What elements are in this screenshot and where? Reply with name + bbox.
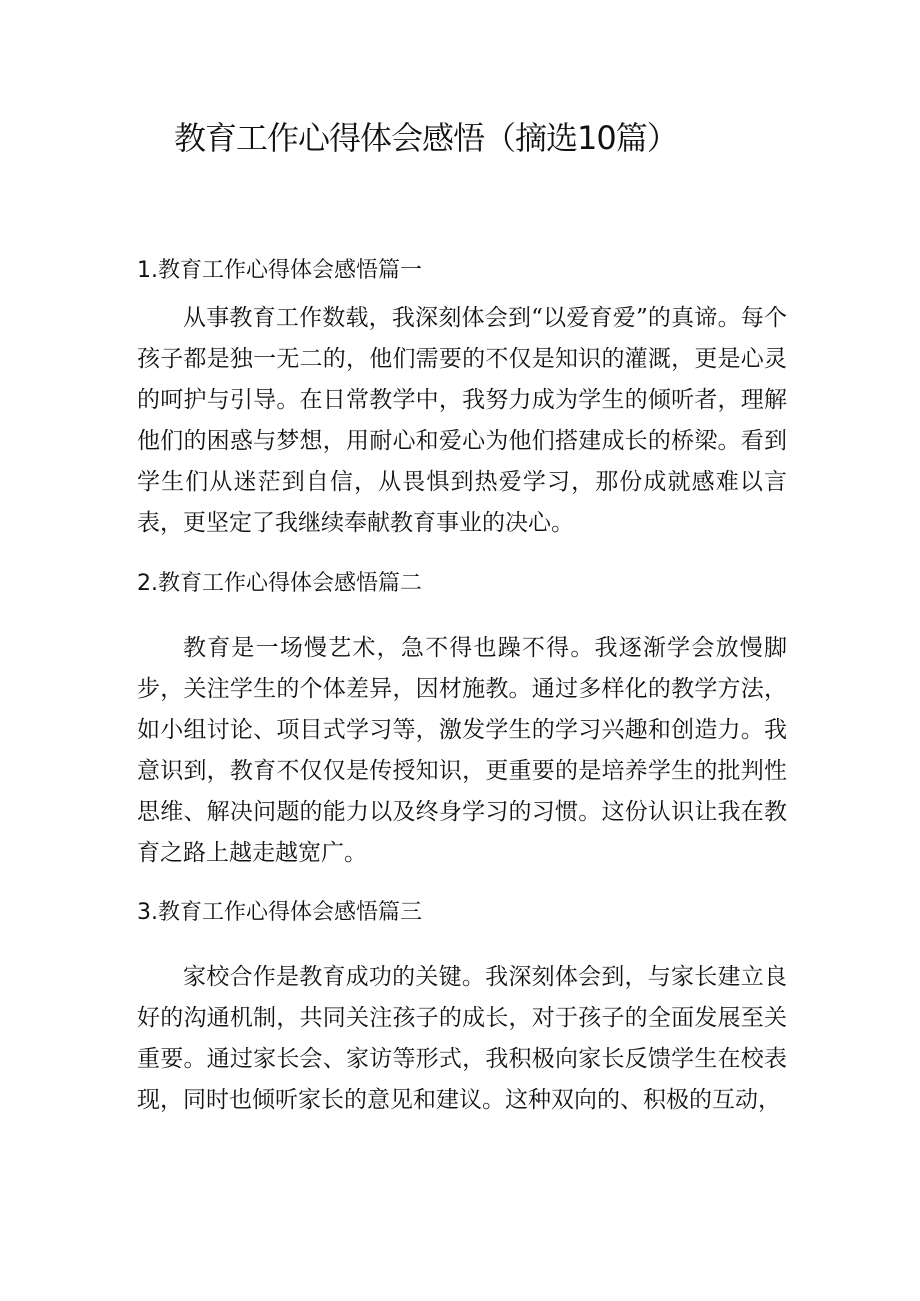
section-heading-3: 3.教育工作心得体会感悟篇三: [137, 900, 422, 925]
section-paragraph-2: 教育是一场慢艺术，急不得也躁不得。我逐渐学会放慢脚步，关注学生的个体差异，因材施教。通过多样化的教学方法，如小组讨论、项目式学习等，激发学生的学习兴趣和创造力。我意识到，教育不仅仅是传授知识，更重要的是培养学生的批判性思维、解决问题的能力以及终身学习的习惯。这份认识让我在教育之路上越走越宽广。: [137, 635, 787, 866]
section-paragraph-3: 家校合作是教育成功的关键。我深刻体会到，与家长建立良好的沟通机制，共同关注孩子的成长，对于孩子的全面发展至关重要。通过家长会、家访等形式，我积极向家长反馈学生在校表现，同时也倾听家长的意见和建议。这种双向的、积极的互动，: [137, 964, 787, 1113]
section-heading-2: 2.教育工作心得体会感悟篇二: [137, 571, 422, 596]
section-heading-1: 1.教育工作心得体会感悟篇一: [137, 258, 422, 283]
document-title: 教育工作心得体会感悟（摘选10篇）: [174, 119, 678, 157]
section-paragraph-1: 从事教育工作数载，我深刻体会到“以爱育爱”的真谛。每个孩子都是独一无二的，他们需要的不仅是知识的灌溉，更是心灵的呵护与引导。在日常教学中，我努力成为学生的倾听者，理解他们的困惑与梦想，用耐心和爱心为他们搭建成长的桥梁。看到学生们从迷茫到自信，从畏惧到热爱学习，那份成就感难以言表，更坚定了我继续奉献教育事业的决心。: [137, 305, 787, 536]
